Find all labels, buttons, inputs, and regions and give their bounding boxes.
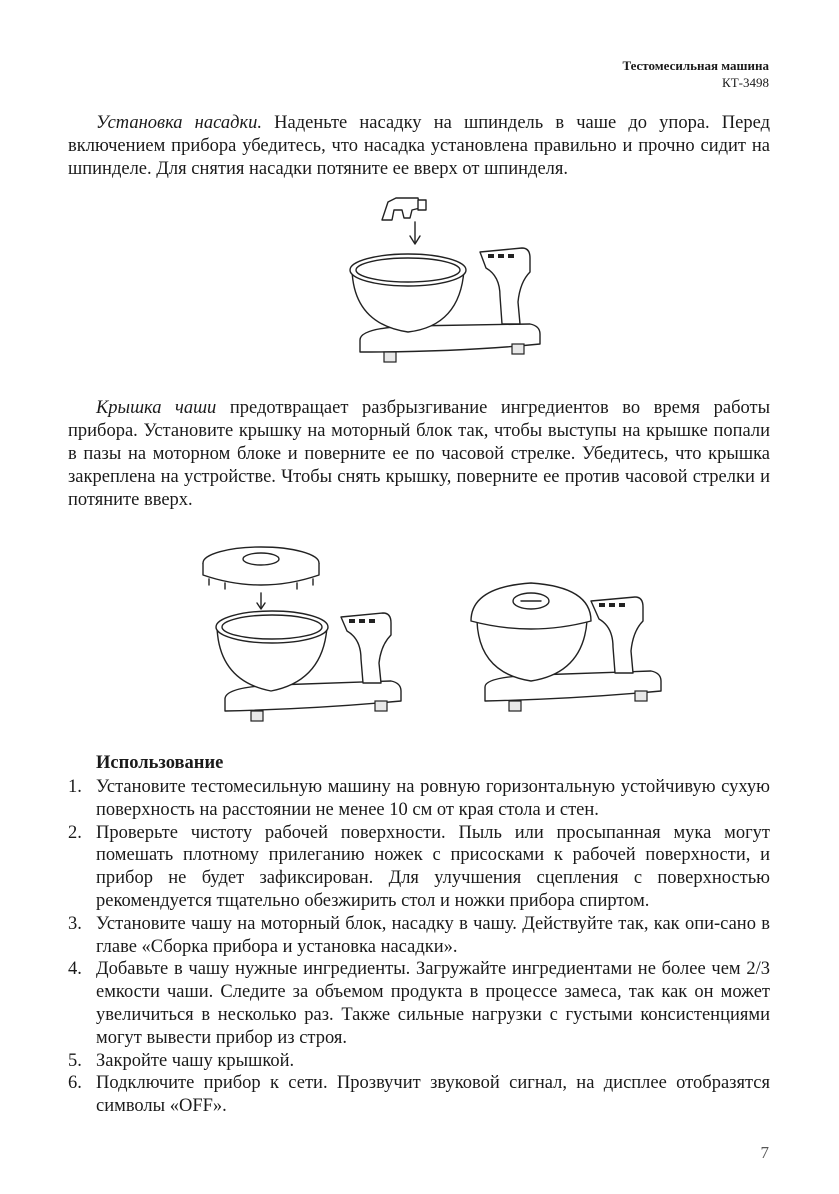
- usage-steps-list: [68, 776, 770, 1118]
- list-item-text: Закройте чашу крышкой.: [96, 1050, 295, 1071]
- bowl-lid-icon: [203, 547, 319, 589]
- paragraph-text: предотвращает разбрызгивание ингредиентов во время работы прибора. Установите крышку на моторный блок так, чтобы выступы на крышке попали в пазы на моторном блоке и поверните ее по часовой стрелке. Убедитесь, что крышка закреплена на устройстве. Чтобы снять крышку, поверните ее против часовой стрелки и потяните вверх.: [68, 398, 771, 510]
- illustration-attach-lid: [195, 535, 405, 735]
- page-number: 7: [760, 1143, 769, 1162]
- section-title-usage: Использование: [96, 753, 224, 773]
- down-arrow-icon: [410, 222, 420, 244]
- list-item-number: 6.: [68, 1073, 82, 1094]
- list-item-text: Установите чашу на моторный блок, насадку в чашу. Действуйте так, как опи-сано в главе «Сборка прибора и установка насадки».: [96, 913, 770, 957]
- list-item-number: 1.: [68, 777, 82, 797]
- list-item-number: 3.: [68, 913, 82, 934]
- header-title: Тестомесильная машина: [622, 58, 769, 73]
- list-item: [68, 1050, 770, 1073]
- list-item-number: 4.: [68, 959, 82, 980]
- down-arrow-icon: [257, 593, 265, 609]
- paragraph-bowl-lid: [68, 397, 770, 512]
- list-item-text: Установите тестомесильную машину на ровную горизонтальную устойчивую сухую поверхность на расстоянии не менее 10 см от края стола и стен.: [96, 777, 770, 820]
- illustration-attach-hook: [340, 192, 560, 382]
- list-item: [68, 913, 770, 959]
- list-item: [68, 1072, 770, 1118]
- list-item-text: Проверьте чистоту рабочей поверхности. Пыль или просыпанная мука могут помешать плотному прилеганию ножек с присосками к рабочей поверхности, и прибор не будет зафиксирован. Для улучшения сцепления с поверхностью рекомендуется тщательно обезжирить стол и ножки прибора спиртом.: [96, 822, 770, 911]
- paragraph-text: Наденьте насадку на шпиндель в чаше до упора. Перед включением прибора убедитесь, что насадка установлена правильно и прочно сидит на шпинделе. Для снятия насадки потяните ее вверх от шпинделя.: [68, 113, 771, 179]
- list-item-text: Подключите прибор к сети. Прозвучит звуковой сигнал, на дисплее отобразятся символы «OFF».: [96, 1073, 770, 1117]
- illustration-lid-attached: [465, 565, 665, 725]
- list-item-number: 2.: [68, 822, 82, 843]
- list-item-number: 5.: [68, 1050, 82, 1071]
- document-header: [622, 57, 769, 91]
- list-item: [68, 822, 770, 913]
- list-item: [68, 776, 770, 822]
- header-model: КТ-3498: [722, 75, 769, 90]
- paragraph-term: Установка насадки.: [96, 113, 262, 133]
- paragraph-term: Крышка чаши: [96, 398, 217, 418]
- bowl-lid-icon: [471, 583, 591, 629]
- kneading-hook-icon: [382, 198, 426, 220]
- list-item-text: Добавьте в чашу нужные ингредиенты. Загружайте ингредиентами не более чем 2/3 емкости чаши. Следите за объемом продукта в процессе замеса, так как он может увеличиться в несколько раз. Также сильные нагрузки с густыми консистенциями могут вывести прибор из строя.: [96, 959, 770, 1048]
- list-item: [68, 958, 770, 1049]
- paragraph-attachment-installation: [68, 112, 770, 181]
